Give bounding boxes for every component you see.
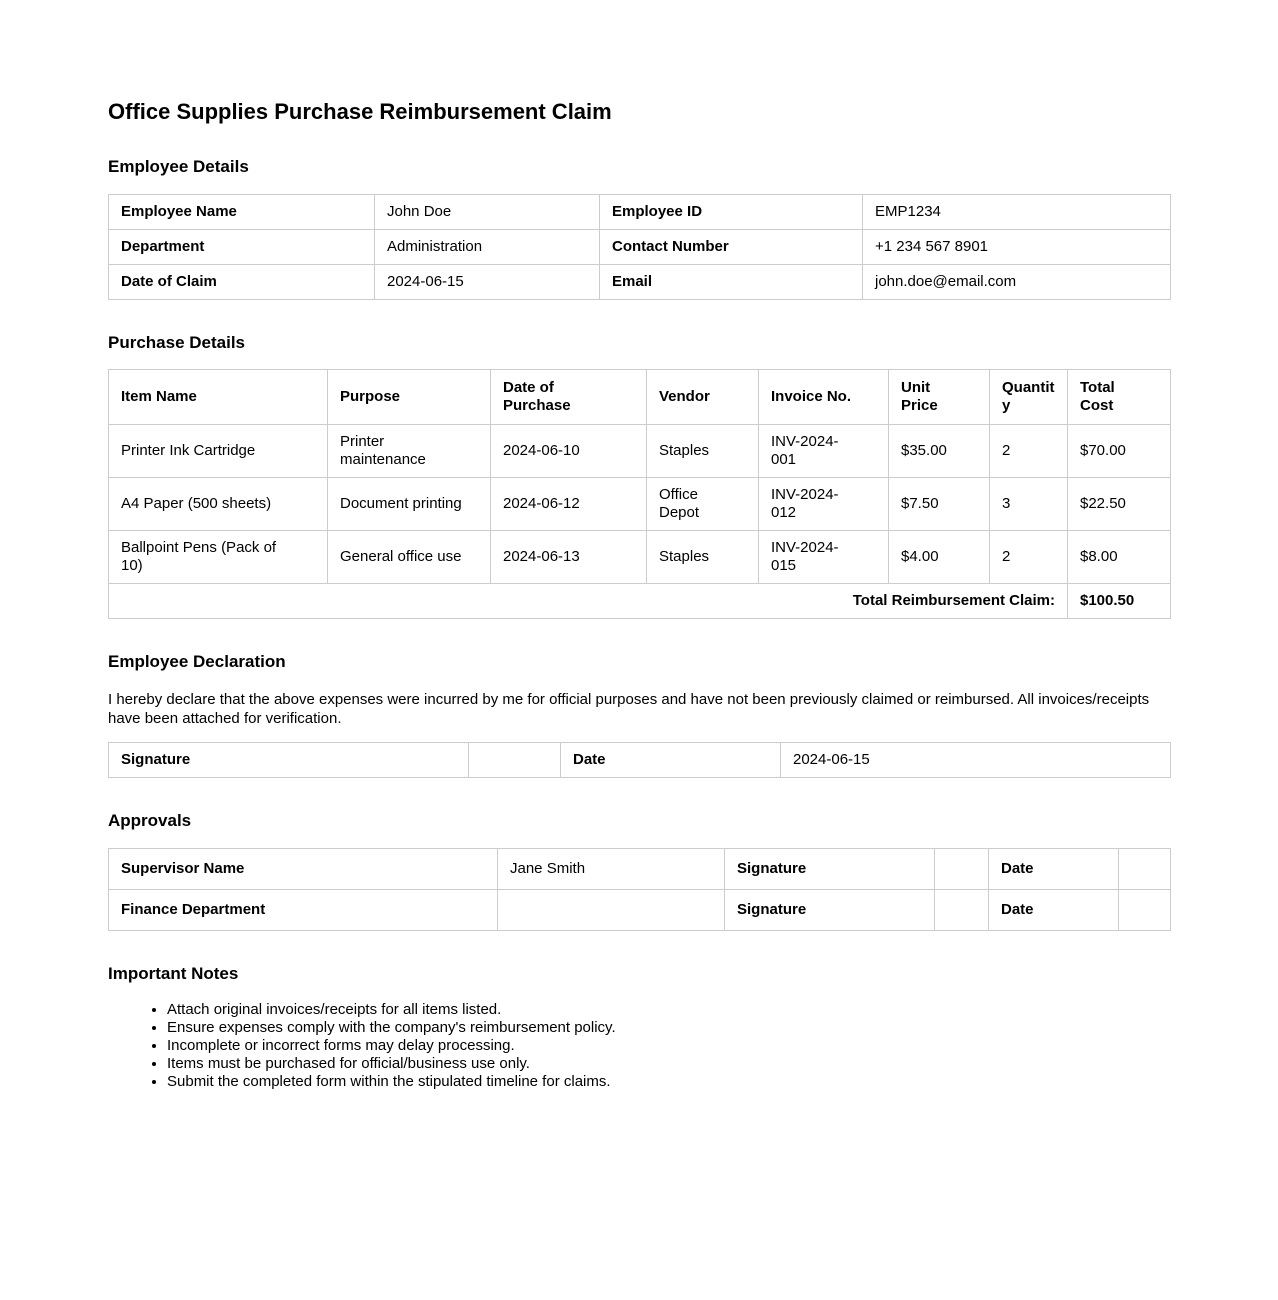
supervisor-name-label: Supervisor Name	[109, 848, 498, 889]
col-header-date-of-purchase: Date of Purchase	[491, 370, 647, 425]
supervisor-name-value: Jane Smith	[498, 848, 725, 889]
important-notes-list	[108, 1001, 1170, 1091]
quantity-cell: 3	[990, 478, 1068, 531]
col-header-quantity: Quantity	[990, 370, 1068, 425]
table-row	[109, 743, 1171, 778]
vendor-cell: Staples	[647, 531, 759, 584]
table-row	[109, 889, 1171, 930]
invoice-no-cell: INV-2024-001	[759, 425, 889, 478]
col-header-purpose: Purpose	[328, 370, 491, 425]
approvals-heading: Approvals	[108, 811, 192, 831]
date-of-claim-label: Date of Claim	[109, 264, 375, 299]
total-cost-cell: $70.00	[1068, 425, 1171, 478]
item-name-cell: A4 Paper (500 sheets)	[109, 478, 328, 531]
unit-price-cell: $7.50	[889, 478, 990, 531]
quantity-cell: 2	[990, 531, 1068, 584]
list-item: • Ensure expenses comply with the company's reimbursement policy.	[167, 1019, 1170, 1037]
table-row	[109, 425, 1171, 478]
table-row	[109, 478, 1171, 531]
signature-field	[469, 743, 561, 778]
approvals-table	[108, 848, 1171, 931]
item-name-cell: Ballpoint Pens (Pack of 10)	[109, 531, 328, 584]
employee-id-value: EMP1234	[863, 194, 1171, 229]
employee-name-value: John Doe	[375, 194, 600, 229]
date-value: 2024-06-15	[781, 743, 1171, 778]
signature-label: Signature	[725, 889, 935, 930]
unit-price-cell: $4.00	[889, 531, 990, 584]
finance-department-label: Finance Department	[109, 889, 498, 930]
signature-label: Signature	[109, 743, 469, 778]
important-notes-heading: Important Notes	[108, 963, 239, 983]
col-header-vendor: Vendor	[647, 370, 759, 425]
department-value: Administration	[375, 229, 600, 264]
employee-name-label: Employee Name	[109, 194, 375, 229]
invoice-no-cell: INV-2024-012	[759, 478, 889, 531]
date-label: Date	[989, 848, 1119, 889]
signature-field	[935, 889, 989, 930]
total-cost-cell: $8.00	[1068, 531, 1171, 584]
col-header-invoice-no: Invoice No.	[759, 370, 889, 425]
table-header-row	[109, 370, 1171, 425]
employee-details-heading: Employee Details	[108, 157, 249, 177]
unit-price-cell: $35.00	[889, 425, 990, 478]
purchase-details-table	[108, 369, 1171, 619]
vendor-cell: Staples	[647, 425, 759, 478]
total-row	[109, 584, 1171, 619]
finance-department-value	[498, 889, 725, 930]
page-title: Office Supplies Purchase Reimbursement Claim	[108, 99, 612, 124]
department-label: Department	[109, 229, 375, 264]
total-claim-value: $100.50	[1068, 584, 1171, 619]
employee-declaration-heading: Employee Declaration	[108, 652, 286, 672]
email-label: Email	[600, 264, 863, 299]
date-label: Date	[561, 743, 781, 778]
col-header-total-cost: Total Cost	[1068, 370, 1171, 425]
email-value: john.doe@email.com	[863, 264, 1171, 299]
list-item: • Items must be purchased for official/business use only.	[167, 1055, 1170, 1073]
list-item: • Incomplete or incorrect forms may delay processing.	[167, 1037, 1170, 1055]
invoice-no-cell: INV-2024-015	[759, 531, 889, 584]
table-row	[109, 229, 1171, 264]
contact-number-label: Contact Number	[600, 229, 863, 264]
declaration-text: I hereby declare that the above expenses were incurred by me for official purposes and have not been previously claimed or reimbursed. All invoices/receipts have been attached for verification.	[108, 691, 1150, 728]
purpose-cell: Printer maintenance	[328, 425, 491, 478]
vendor-cell: Office Depot	[647, 478, 759, 531]
list-item: • Submit the completed form within the stipulated timeline for claims.	[167, 1073, 1170, 1091]
item-name-cell: Printer Ink Cartridge	[109, 425, 328, 478]
table-row	[109, 848, 1171, 889]
table-row	[109, 264, 1171, 299]
quantity-cell: 2	[990, 425, 1068, 478]
purpose-cell: General office use	[328, 531, 491, 584]
signature-field	[935, 848, 989, 889]
purchase-date-cell: 2024-06-10	[491, 425, 647, 478]
purchase-date-cell: 2024-06-13	[491, 531, 647, 584]
table-row	[109, 531, 1171, 584]
declaration-signature-table	[108, 742, 1171, 778]
contact-number-value: +1 234 567 8901	[863, 229, 1171, 264]
signature-label: Signature	[725, 848, 935, 889]
date-field	[1119, 848, 1171, 889]
col-header-item-name: Item Name	[109, 370, 328, 425]
total-cost-cell: $22.50	[1068, 478, 1171, 531]
employee-id-label: Employee ID	[600, 194, 863, 229]
purpose-cell: Document printing	[328, 478, 491, 531]
employee-details-table	[108, 194, 1171, 300]
date-label: Date	[989, 889, 1119, 930]
date-field	[1119, 889, 1171, 930]
date-of-claim-value: 2024-06-15	[375, 264, 600, 299]
purchase-date-cell: 2024-06-12	[491, 478, 647, 531]
list-item: • Attach original invoices/receipts for all items listed.	[167, 1001, 1170, 1019]
purchase-details-heading: Purchase Details	[108, 332, 246, 352]
col-header-unit-price: Unit Price	[889, 370, 990, 425]
table-row	[109, 194, 1171, 229]
total-claim-label: Total Reimbursement Claim:	[109, 584, 1068, 619]
